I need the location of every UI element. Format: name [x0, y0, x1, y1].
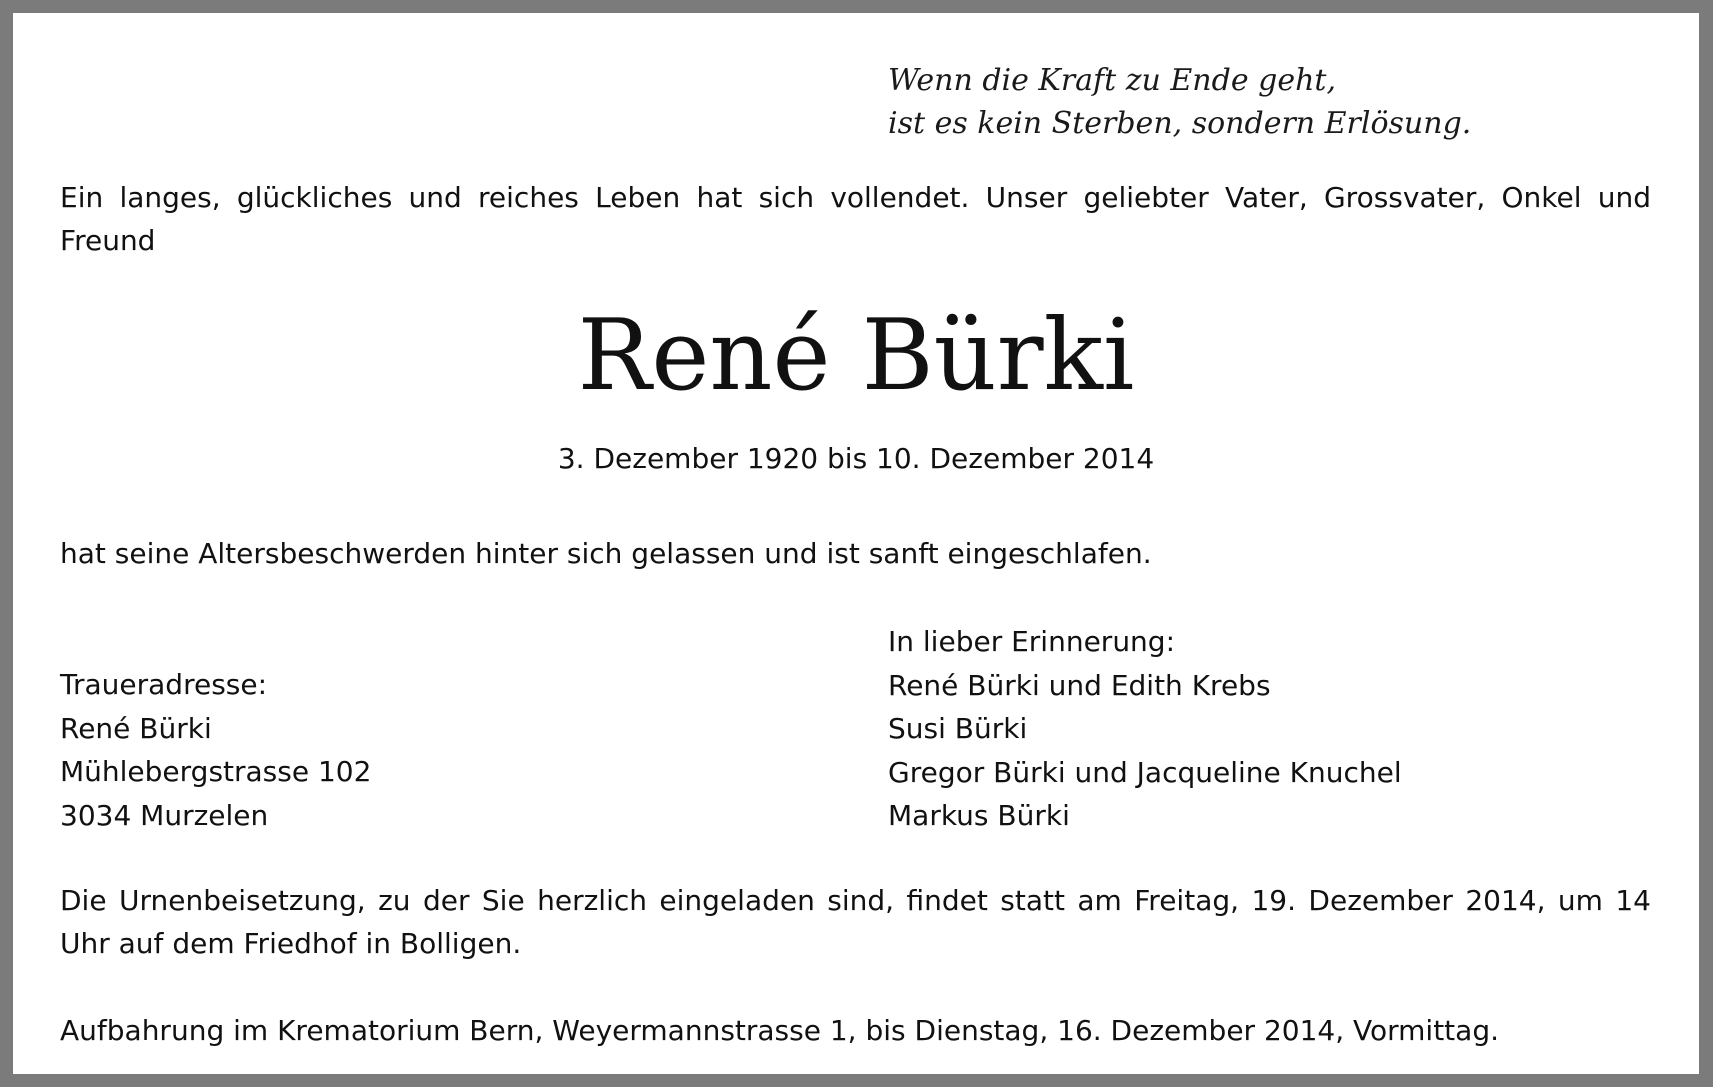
- mourning-address: [60, 663, 371, 837]
- mourner-name: Susi Bürki: [888, 712, 1028, 745]
- address-line: Mühlebergstrasse 102: [60, 755, 372, 788]
- intro-text: Ein langes, glückliches und reiches Leben hat sich vollendet. Unser geliebter Vater, Grossvater, Onkel und Freund: [60, 181, 1651, 257]
- mourner-name: Markus Bürki: [888, 799, 1070, 832]
- address-line: René Bürki: [60, 711, 212, 745]
- funeral-info: Die Urnenbeisetzung, zu der Sie herzlich eingeladen sind, findet statt am Freitag, 19. Dezember 2014, um 14 Uhr auf dem Friedhof in Bolligen.: [60, 884, 1651, 960]
- address-heading: Traueradresse:: [60, 668, 268, 701]
- mourners-heading: In lieber Erinnerung:: [888, 625, 1176, 658]
- address-line: 3034 Murzelen: [60, 798, 269, 832]
- motto-line: ist es kein Sterben, sondern Erlösung.: [888, 106, 1472, 141]
- deceased-name: René Bürki: [577, 299, 1135, 413]
- passing-text: hat seine Altersbeschwerden hinter sich gelassen und ist sanft eingeschlafen.: [60, 537, 1152, 570]
- mourner-name: René Bürki und Edith Krebs: [888, 668, 1271, 702]
- motto-quote: [888, 59, 1471, 145]
- motto-line: Wenn die Kraft zu Ende geht,: [888, 63, 1336, 98]
- obituary-notice: [13, 13, 1699, 1074]
- life-dates: 3. Dezember 1920 bis 10. Dezember 2014: [557, 442, 1155, 475]
- viewing-info: Aufbahrung im Krematorium Bern, Weyermannstrasse 1, bis Dienstag, 16. Dezember 2014, Vormittag.: [60, 1014, 1499, 1047]
- mourner-name: Gregor Bürki und Jacqueline Knuchel: [888, 755, 1402, 789]
- mourners-list: [888, 620, 1402, 838]
